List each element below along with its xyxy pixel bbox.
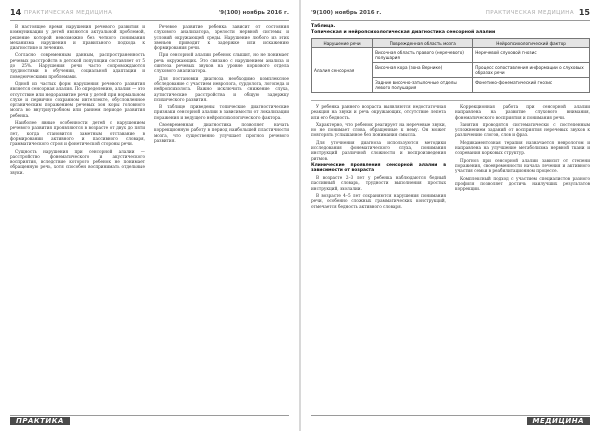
right-page-number: 15 [578,8,590,17]
article-paragraph: Речевое развитие ребенка зависит от состояния слухового анализатора, зрелости нервной системы и условий окружающей среды. Нарушение любого из этих звеньев приводит к задержке или искажению формирования речи. [154,24,289,51]
table-cell: Алалия сенсорная [312,48,373,93]
left-issue-label: '9(100) ноябрь 2016 г. [218,10,289,16]
right-column-2 [455,104,590,409]
left-header [10,8,289,21]
article-paragraph: Характерно, что ребенок реагирует на неречевые звуки, но не понимает слова, обращенные к нему. Он может повторять услышанное без понимания смысла. [311,121,446,138]
article-paragraph: Комплексный подход с участием специалистов разного профиля позволяет достичь наилучших результатов коррекции. [455,175,590,192]
left-column-2 [154,24,289,409]
left-page [0,0,299,431]
article-paragraph: Для уточнения диагноза используются методики исследования фонематического слуха, понимания инструкций различной сложности и воспроизведения ритмов. [311,139,446,161]
article-paragraph: У ребенка раннего возраста выявляются недостаточная реакция на звуки и речь окружающих, отсутствие лепета или его бедность. [311,104,446,120]
article-paragraph: Своевременная диагностика позволяет начать коррекционную работу в период наибольшей пластичности мозга, что существенно улучшает прогноз речевого развития. [154,122,289,143]
article-subheading: Клинические проявления сенсорной алалии в зависимости от возраста [311,162,446,174]
table-separator [311,100,590,101]
table-row [312,48,590,63]
left-footer [10,415,289,424]
article-paragraph: Для постановки диагноза необходимо комплексное обследование с участием невролога, сурдолога, логопеда и нейропсихолога. Важно исключить снижение слуха, аутистические расстройства и общую задержку психического развития. [154,75,289,102]
table-header-cell: Поврежденная область мозга [373,39,473,48]
table-cell: Фонетико-фонематический гнозис [473,78,590,93]
article-paragraph: При сенсорной алалии ребенок слышит, но не понимает речь окружающих. Это связано с нарушением анализа и синтеза речевых звуков на уровне коркового отдела слухового анализатора. [154,52,289,74]
table-cell: Процесс сопоставления информации о слуховых образах речи [473,63,590,78]
table-header-row [312,39,590,48]
table-cell: Неречевой слуховой гнозис [473,48,590,63]
table-cell: Височная область правого (неречевого) полушария [373,48,473,63]
article-paragraph: Прогноз при сенсорной алалии зависит от степени поражения, своевременности начала лечения и активного участия семьи в реабилитационном процессе. [455,157,590,174]
article-paragraph: Медикаментозная терапия назначается неврологом и направлена на улучшение метаболизма нервной ткани и созревания корковых структур. [455,139,590,156]
left-page-number: 14 [10,8,22,17]
article-paragraph: Одной из частых форм нарушения речевого развития является сенсорная алалия. По определению, алалия — это отсутствие или недоразвитие речи у детей при нормальном слухе и первично сохранном интеллекте, обусловленное органическим поражением речевых зон коры головного мозга во внутриутробном или раннем периоде развития ребенка. [10,80,145,118]
article-paragraph: Занятия проводятся систематически с постепенным усложнением заданий от восприятия неречевых звуков к различению слогов, слов и фраз. [455,121,590,138]
right-page [301,0,600,431]
article-paragraph: Наиболее явные особенности детей с нарушением речевого развития проявляются в возрасте от двух до пяти лет, когда становится заметным отставание в формировании активного и пассивного словаря, грамматического строя и фонетической стороны речи. [10,120,145,147]
table-title: Таблица. [311,24,336,29]
left-footer-magazine: ПРАКТИКА [10,417,70,425]
article-paragraph: Сущность нарушения при сенсорной алалии — расстройство фонематического и акустического восприятия, вследствие которого ребенок не понимает обращенную речь, хотя способен воспринимать отдельные звуки. [10,148,145,175]
table-header-cell: Нейропсихологический фактор [473,39,590,48]
right-footer-magazine: МЕДИЦИНА [527,417,590,425]
right-issue-label: '9(100) ноябрь 2016 г. [311,10,382,16]
left-section-title: ПРАКТИЧЕСКАЯ МЕДИЦИНА [24,10,113,16]
article-paragraph: В возрасте 4–5 лет сохраняются нарушения понимания речи, особенно сложных грамматических конструкций, отмечается бедность активного словаря. [311,192,446,209]
right-footer [311,415,590,424]
article-paragraph: Коррекционная работа при сенсорной алалии направлена на развитие слухового внимания, фонематического восприятия и понимания речи. [455,104,590,120]
table-caption [311,24,590,36]
article-paragraph: В таблице приведены топические диагностические признаки сенсорной алалии в зависимости от локализации поражения и ведущего нейропсихологического фактора. [154,104,289,120]
right-section-title: ПРАКТИЧЕСКАЯ МЕДИЦИНА [485,10,574,16]
article-paragraph: В возрасте 2–3 лет у ребенка наблюдаются бедный пассивный словарь, трудности выполнения простых инструкций, эхолалии. [311,175,446,191]
table-header-cell: Нарушение речи [312,39,373,48]
table-cell: Височная кора (зона Вернике) [373,63,473,78]
left-column-1 [10,24,145,409]
table-cell: Задние височно-затылочные отделы левого полушария [373,78,473,93]
right-header [311,8,590,21]
right-column-1 [311,104,446,409]
diagnostics-table [311,38,590,93]
table-subtitle: Топическая и нейропсихологическая диагностика сенсорной алалии [311,30,496,35]
article-paragraph: В настоящее время нарушения речевого развития и коммуникации у детей являются актуальной проблемой, решение которой невозможно без четкого понимания механизма нарушения и правильного подхода к диагностике и лечению. [10,24,145,51]
article-paragraph: Согласно современным данным, распространенность речевых расстройств в детской популяции составляет от 5 до 25%. Нарушения речи часто сопровождаются трудностями в обучении, социальной адаптации и поведенческими проблемами. [10,52,145,79]
